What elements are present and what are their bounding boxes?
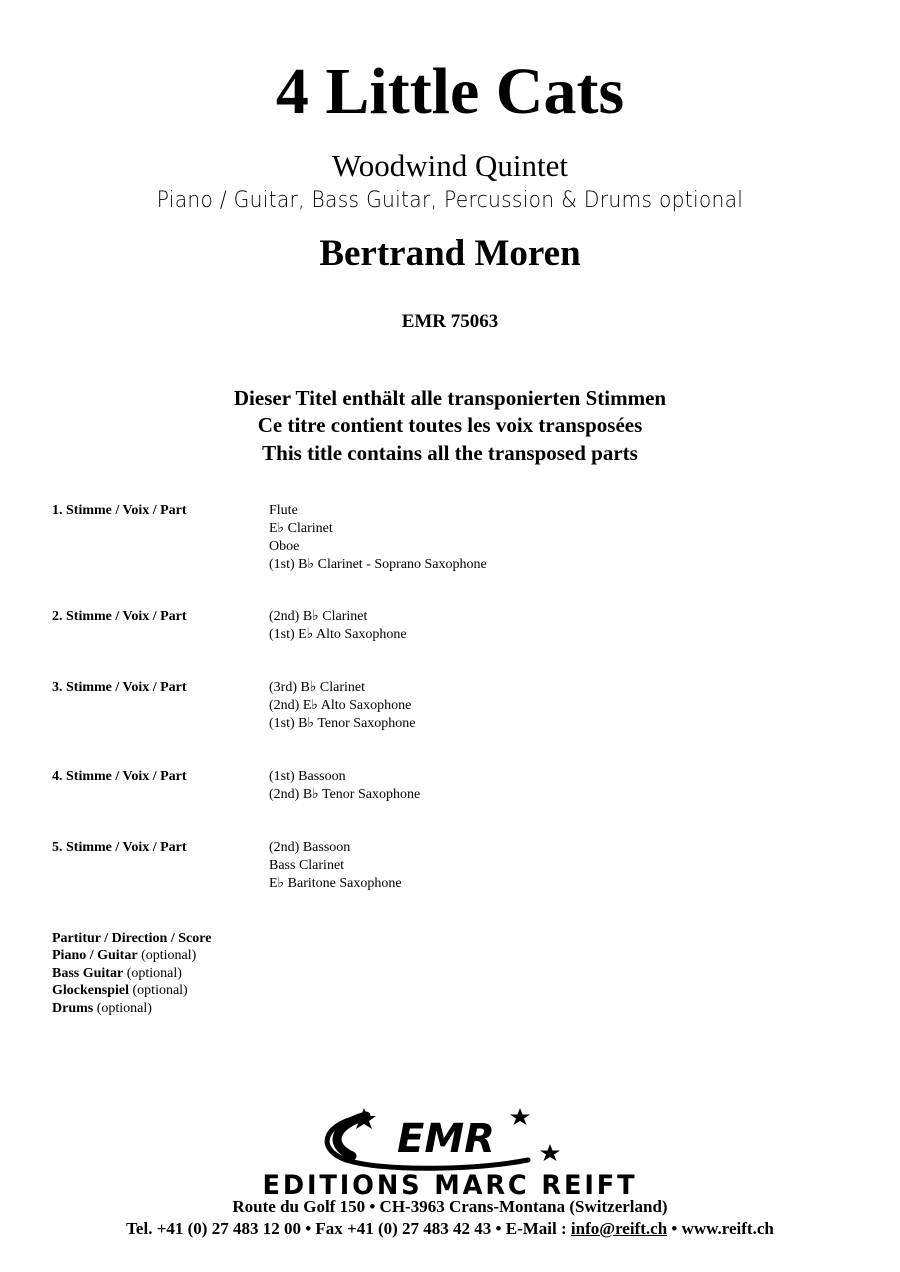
extra-name: Bass Guitar [52, 965, 124, 981]
emr-logo [306, 1108, 566, 1176]
instrument-item: (2nd) Bassoon [269, 840, 351, 855]
extra-name: Drums [52, 1000, 94, 1016]
part-label: 4. Stimme / Voix / Part [52, 769, 187, 784]
email-link[interactable]: info@reift.ch [570, 1219, 668, 1238]
logo-lettering: EMR [397, 1116, 495, 1162]
extra-note: (optional) [123, 965, 182, 981]
instrument-item: (3rd) B♭ Clarinet [269, 680, 366, 695]
instrument-item: Flute [269, 503, 298, 518]
extra-item [52, 982, 211, 999]
publisher-name: EDITIONS MARC REIFT [262, 1170, 638, 1201]
extra-name: Piano / Guitar [52, 948, 138, 964]
part-label: 1. Stimme / Voix / Part [52, 503, 187, 518]
extra-name: Partitur / Direction / Score [52, 931, 212, 946]
instrument-item: (1st) E♭ Alto Saxophone [269, 627, 407, 642]
instrument-item: (2nd) B♭ Tenor Saxophone [269, 787, 421, 802]
part-instrument-list [269, 839, 669, 893]
instrument-item: E♭ Baritone Saxophone [269, 876, 402, 891]
part-instrument-list [269, 768, 669, 804]
part-instrument-list [269, 502, 669, 574]
part-label: 5. Stimme / Voix / Part [52, 840, 187, 855]
score-title: 4 Little Cats [275, 55, 625, 128]
part-instrument-list [269, 679, 669, 733]
notice-french: Ce titre contient toutes les voix transposées [257, 413, 643, 437]
notice-english: This title contains all the transposed parts [262, 441, 638, 465]
ensemble-subtitle: Woodwind Quintet [331, 148, 568, 183]
extra-note: (optional) [137, 948, 197, 964]
instrument-item: Bass Clarinet [269, 858, 345, 873]
instrument-item: (2nd) B♭ Clarinet [269, 609, 368, 624]
part-instrument-list [269, 608, 669, 644]
extra-item [52, 947, 211, 964]
extra-item [52, 930, 211, 947]
contact-phone-fax: Tel. +41 (0) 27 483 12 00 • Fax +41 (0) 27 483 42 43 • E-Mail : [126, 1219, 571, 1238]
composer-name: Bertrand Moren [319, 233, 581, 274]
additional-parts-list [52, 930, 211, 1017]
instrument-item: (1st) B♭ Tenor Saxophone [269, 716, 416, 731]
extra-item [52, 965, 211, 982]
instrumentation-line: Piano / Guitar, Bass Guitar, Percussion & Drums optional [156, 188, 744, 213]
instrument-item: (2nd) E♭ Alto Saxophone [269, 698, 412, 713]
publisher-address: Route du Golf 150 • CH-3963 Crans-Montana (Switzerland) [232, 1197, 668, 1216]
extra-item [52, 1000, 211, 1017]
extra-note: (optional) [93, 1000, 152, 1016]
instrument-item: (1st) B♭ Clarinet - Soprano Saxophone [269, 557, 487, 572]
extra-name: Glockenspiel [52, 983, 130, 999]
catalog-number: EMR 75063 [401, 311, 499, 332]
part-label: 3. Stimme / Voix / Part [52, 680, 187, 695]
instrument-item: (1st) Bassoon [269, 769, 346, 784]
instrument-item: E♭ Clarinet [269, 521, 333, 536]
extra-note: (optional) [129, 983, 188, 999]
part-label: 2. Stimme / Voix / Part [52, 609, 187, 624]
notice-german: Dieser Titel enthält alle transponierten Stimmen [233, 386, 667, 410]
instrument-item: Oboe [269, 539, 300, 554]
publisher-contact [0, 1218, 900, 1240]
contact-website: • www.reift.ch [667, 1219, 774, 1238]
